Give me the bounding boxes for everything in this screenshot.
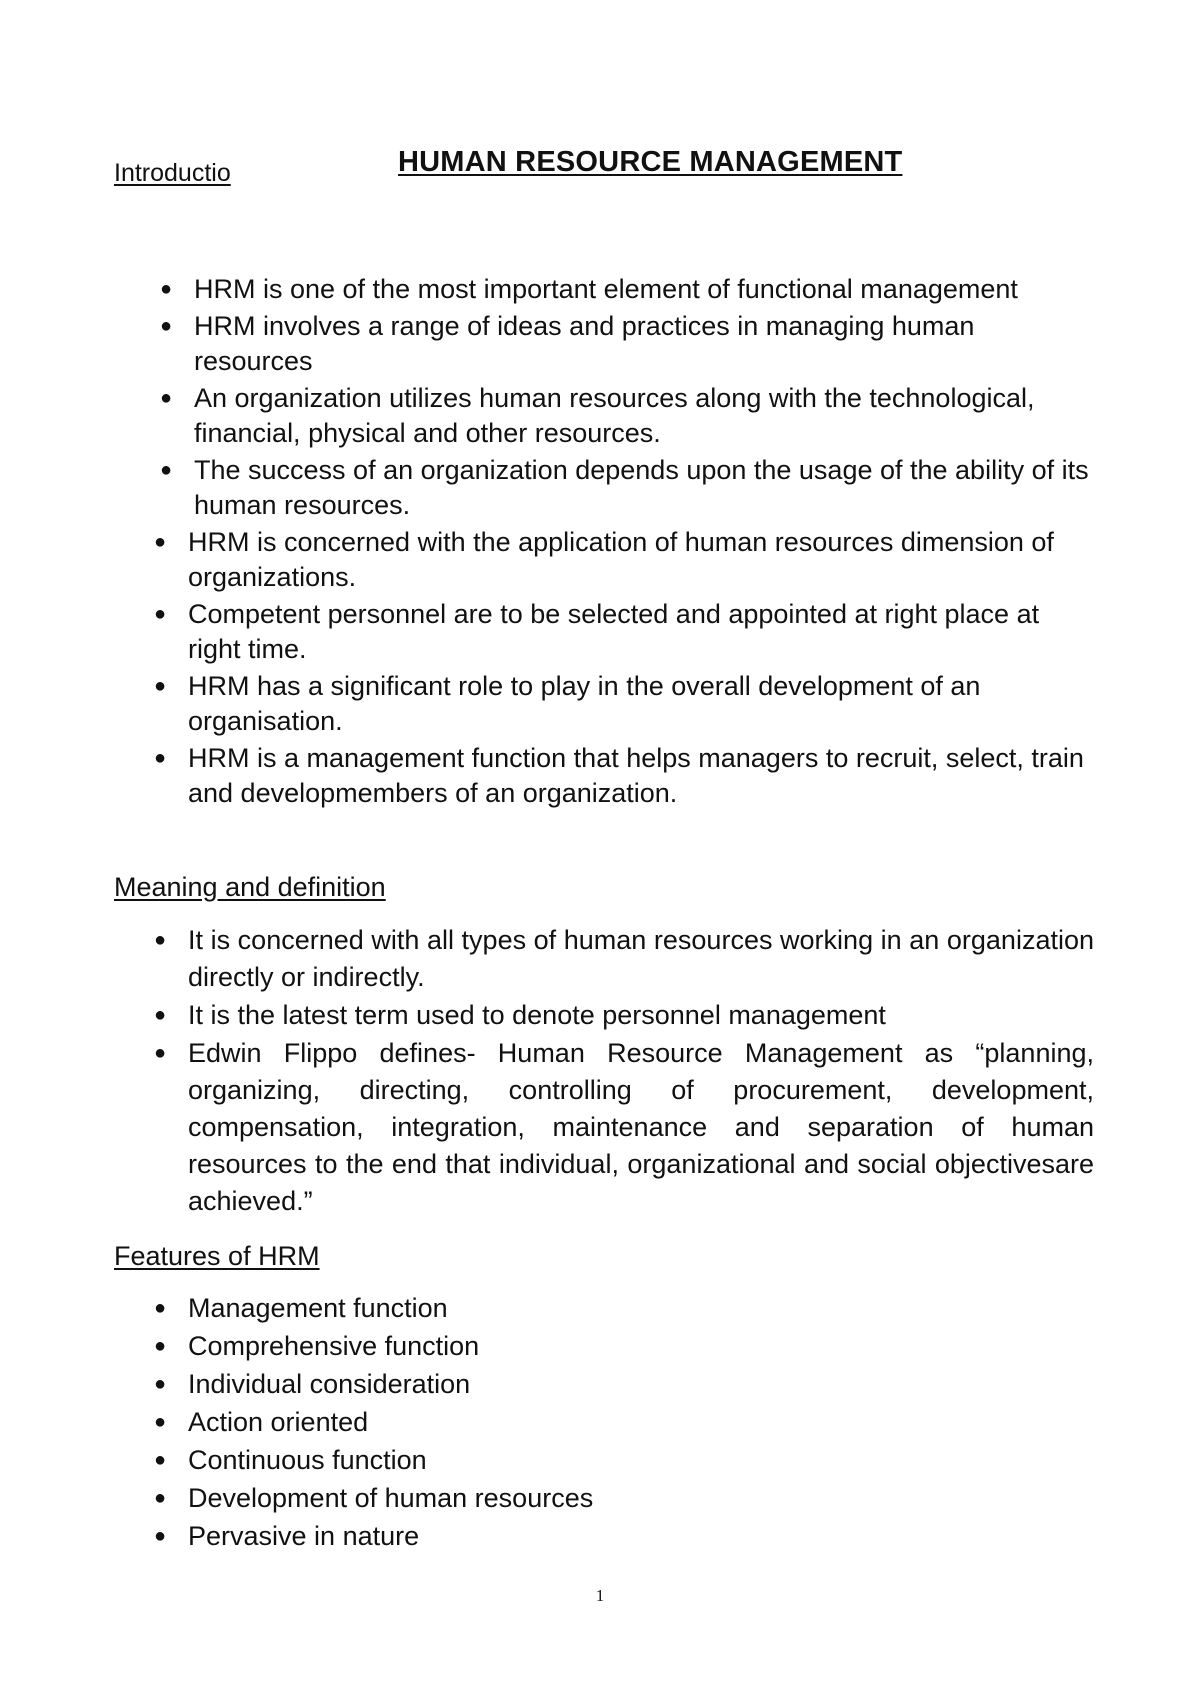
bullet-dot-icon: ● <box>154 1335 167 1357</box>
features-heading: Features of HRM <box>114 1241 320 1271</box>
list-item-text: Pervasive in nature <box>188 1521 420 1551</box>
list-item-text: HRM is a management function that helps managers to recruit, select, train and developmembers of an organization. <box>188 742 1084 808</box>
list-item-text: Edwin Flippo defines- Human Resource Management as “planning, organizing, directing, controlling of procurement, development, compensation, integration, maintenance and separation of human resources to the end that individual, organizational and social objectivesare achieved.” <box>188 1038 1094 1216</box>
bullet-dot-icon: ● <box>154 1373 167 1395</box>
list-item <box>160 453 1094 524</box>
list-item-text: Comprehensive function <box>188 1331 480 1361</box>
meaning-heading: Meaning and definition <box>114 872 386 902</box>
bullet-dot-icon: ● <box>154 1004 167 1026</box>
bullet-dot-icon: ● <box>154 929 167 951</box>
list-item-text: Continuous function <box>188 1445 427 1475</box>
bullet-dot-icon: ● <box>154 746 167 769</box>
list-item-text: HRM is concerned with the application of human resources dimension of organizations. <box>188 526 1054 592</box>
page-title: HUMAN RESOURCE MANAGEMENT <box>398 146 903 178</box>
bullet-dot-icon: ● <box>154 1411 167 1433</box>
bullet-dot-icon: ● <box>154 1297 167 1319</box>
list-item <box>154 1366 1088 1403</box>
list-item-text: HRM has a significant role to play in the overall development of an organisation. <box>188 670 981 736</box>
bullet-dot-icon: ● <box>154 1525 167 1547</box>
list-item <box>160 381 1094 452</box>
list-item-text: Competent personnel are to be selected and appointed at right place at right time. <box>188 598 1040 664</box>
list-item-text: It is concerned with all types of human resources working in an organization directly or indirectly. <box>188 925 1094 992</box>
list-item-text: HRM involves a range of ideas and practices in managing human resources <box>194 310 975 376</box>
bullet-dot-icon: ● <box>154 602 167 625</box>
introduction-list <box>154 272 1094 813</box>
list-item-text: Management function <box>188 1293 448 1323</box>
bullet-dot-icon: ● <box>160 458 173 481</box>
bullet-dot-icon: ● <box>160 278 173 300</box>
list-item <box>154 1442 1088 1479</box>
list-item <box>154 525 1094 596</box>
page-number: 1 <box>595 1586 605 1605</box>
list-item <box>160 309 1094 380</box>
bullet-dot-icon: ● <box>154 1042 167 1064</box>
list-item <box>154 1035 1094 1220</box>
list-item <box>154 1290 1088 1327</box>
list-item <box>154 597 1094 668</box>
bullet-dot-icon: ● <box>154 1487 167 1509</box>
meaning-list <box>154 922 1094 1221</box>
list-item-text: Individual consideration <box>188 1369 471 1399</box>
list-item <box>160 272 1094 308</box>
list-item <box>154 1480 1088 1517</box>
bullet-dot-icon: ● <box>160 386 173 409</box>
list-item-text: Development of human resources <box>188 1483 594 1513</box>
list-item-text: An organization utilizes human resources along with the technological, financial, physical and other resources. <box>194 382 1035 448</box>
introduction-label: Introductio <box>114 159 231 187</box>
list-item <box>154 922 1094 996</box>
list-item <box>154 669 1094 740</box>
list-item <box>154 1328 1088 1365</box>
bullet-dot-icon: ● <box>154 530 167 553</box>
list-item-text: Action oriented <box>188 1407 369 1437</box>
list-item-text: The success of an organization depends upon the usage of the ability of its human resources. <box>194 454 1089 520</box>
list-item-text: It is the latest term used to denote personnel management <box>188 1000 886 1030</box>
bullet-dot-icon: ● <box>154 674 167 697</box>
bullet-dot-icon: ● <box>154 1449 167 1471</box>
list-item <box>154 741 1094 812</box>
bullet-dot-icon: ● <box>160 314 173 337</box>
list-item <box>154 1518 1088 1555</box>
list-item-text: HRM is one of the most important element of functional management <box>194 274 1018 304</box>
list-item <box>154 1404 1088 1441</box>
list-item <box>154 997 1094 1034</box>
features-list <box>154 1290 1088 1556</box>
